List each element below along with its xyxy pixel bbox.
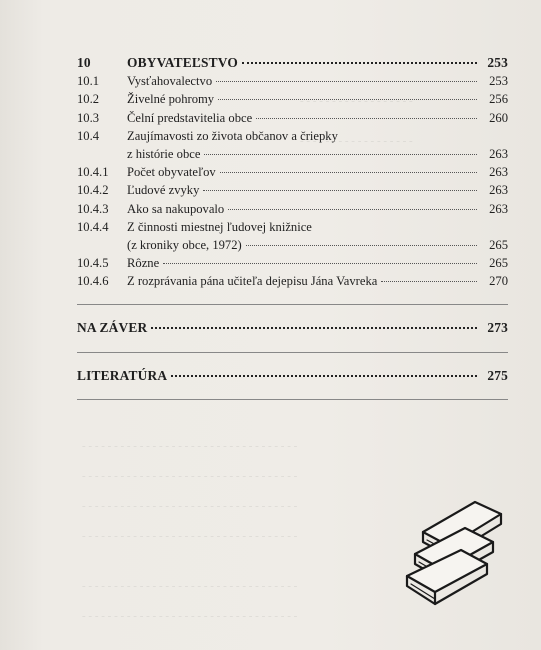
dot-leader (203, 190, 477, 191)
toc-closing-row (77, 319, 508, 337)
closing-page: 273 (487, 320, 508, 336)
dot-leader (228, 209, 477, 210)
entry-page: 260 (489, 110, 508, 125)
entry-number: 10.4.6 (77, 274, 109, 289)
entry-number: 10.4 (77, 128, 100, 143)
entry-number: 10.4.5 (77, 256, 109, 271)
toc-entry-first-line (77, 127, 508, 145)
dot-leader (246, 245, 477, 246)
entry-title: Živelné pohromy (127, 92, 215, 107)
entry-page: 263 (489, 146, 508, 161)
entry-number: 10.1 (77, 74, 100, 89)
entry-number: 10.3 (77, 110, 100, 125)
entry-title: Vysťahovalectvo (127, 74, 213, 89)
toc-entry-continuation (77, 236, 508, 254)
toc-entry (77, 163, 508, 181)
chapter-number: 10 (77, 55, 91, 70)
chapter-page: 253 (487, 55, 508, 70)
dot-leader (256, 118, 477, 119)
toc-literature-row (77, 367, 508, 385)
toc-entry (77, 90, 508, 108)
section-divider (77, 399, 508, 400)
entry-title: Z činnosti miestnej ľudovej knižnice (127, 219, 312, 234)
toc-entry-continuation (77, 145, 508, 163)
chapter-title: OBYVATEĽSTVO (127, 55, 239, 70)
dot-leader (171, 375, 477, 377)
entry-title-continued: z histórie obce (127, 146, 201, 161)
entry-page: 263 (489, 183, 508, 198)
toc-chapter-row (77, 54, 508, 72)
dot-leader (242, 62, 477, 64)
literature-page: 275 (487, 367, 508, 383)
entry-page: 265 (489, 256, 508, 271)
dot-leader (163, 263, 477, 264)
entry-title: Zaujímavosti zo života občanov a čriepky (127, 128, 338, 143)
entry-title-continued: (z kroniky obce, 1972) (127, 237, 242, 252)
entry-number: 10.4.2 (77, 183, 109, 198)
toc-entry (77, 72, 508, 90)
entry-title: Z rozprávania pána učiteľa dejepisu Jána Vavreka (127, 274, 378, 289)
dot-leader (381, 281, 477, 282)
dot-leader (204, 154, 477, 155)
entry-number: 10.4.3 (77, 201, 109, 216)
entry-page: 263 (489, 165, 508, 180)
entry-number: 10.4.4 (77, 219, 109, 234)
entry-title: Ľudové zvyky (127, 183, 200, 198)
toc-entry (77, 272, 508, 290)
closing-title: NA ZÁVER (77, 320, 148, 336)
literature-title: LITERATÚRA (77, 367, 168, 383)
toc-entry (77, 109, 508, 127)
book-page: - - - - - - - - - - - - - - - - - - - - - - - - - - - - - - - - - - - - - - - - - - - - - - - - - - - - - - - - - - - - - - - - - - - - - - - - - - - - - - - - - - - - - - - - - - - - - - - - - - - - - - - - - - - - - - - - - - - - - - - - - - - - - - - - - - - - - - - - - - - - - - - - - - - - - - - - - - - - - - - - - - - - - - - - - - - - - - - - - - - - - - - - - - - - - - - - - - - - - - - - - - - - - - - - - - - - - - - - - - - - - - - - - - - - - - - - - - - - - - - - 10 OBYVATEĽSTVO 253 10.1 Vysťahovalectvo 253 10.2 Živelné pohromy 256 10.3 Čelní predstavitelia obce 260 10.4 Zaujímavosti zo života občanov a čriepky z histórie obce 263 10.4.1 Počet obyvateľov 263 10.4.2 Ľudové zvyky 263 10.4.3 Ako sa nakupovalo 263 10.4.4 Z činnosti miestnej ľudovej knižnice (z kroniky obce, 1972) 265 10.4.5 Rôzne 265 10.4.6 Z rozprávania pána učiteľa dejepisu Jána Vavreka 270 NA ZÁVER 273 LITERATÚRA 275 (0, 0, 541, 650)
dot-leader (220, 172, 477, 173)
entry-title: Rôzne (127, 256, 160, 271)
entry-number: 10.2 (77, 92, 100, 107)
entry-page: 265 (489, 237, 508, 252)
toc-entry (77, 200, 508, 218)
toc-entry (77, 254, 508, 272)
table-of-contents (77, 54, 508, 400)
toc-entry (77, 181, 508, 199)
entry-page: 256 (489, 92, 508, 107)
dot-leader (216, 81, 477, 82)
entry-page: 263 (489, 201, 508, 216)
entry-title: Ako sa nakupovalo (127, 201, 225, 216)
entry-number: 10.4.1 (77, 165, 109, 180)
entry-page: 253 (489, 74, 508, 89)
toc-entry-first-line (77, 218, 508, 236)
dot-leader (218, 99, 477, 100)
stacked-books-icon (405, 492, 510, 612)
entry-page: 270 (489, 274, 508, 289)
dot-leader (151, 327, 477, 329)
entry-title: Počet obyvateľov (127, 165, 216, 180)
entry-title: Čelní predstavitelia obce (127, 110, 253, 125)
